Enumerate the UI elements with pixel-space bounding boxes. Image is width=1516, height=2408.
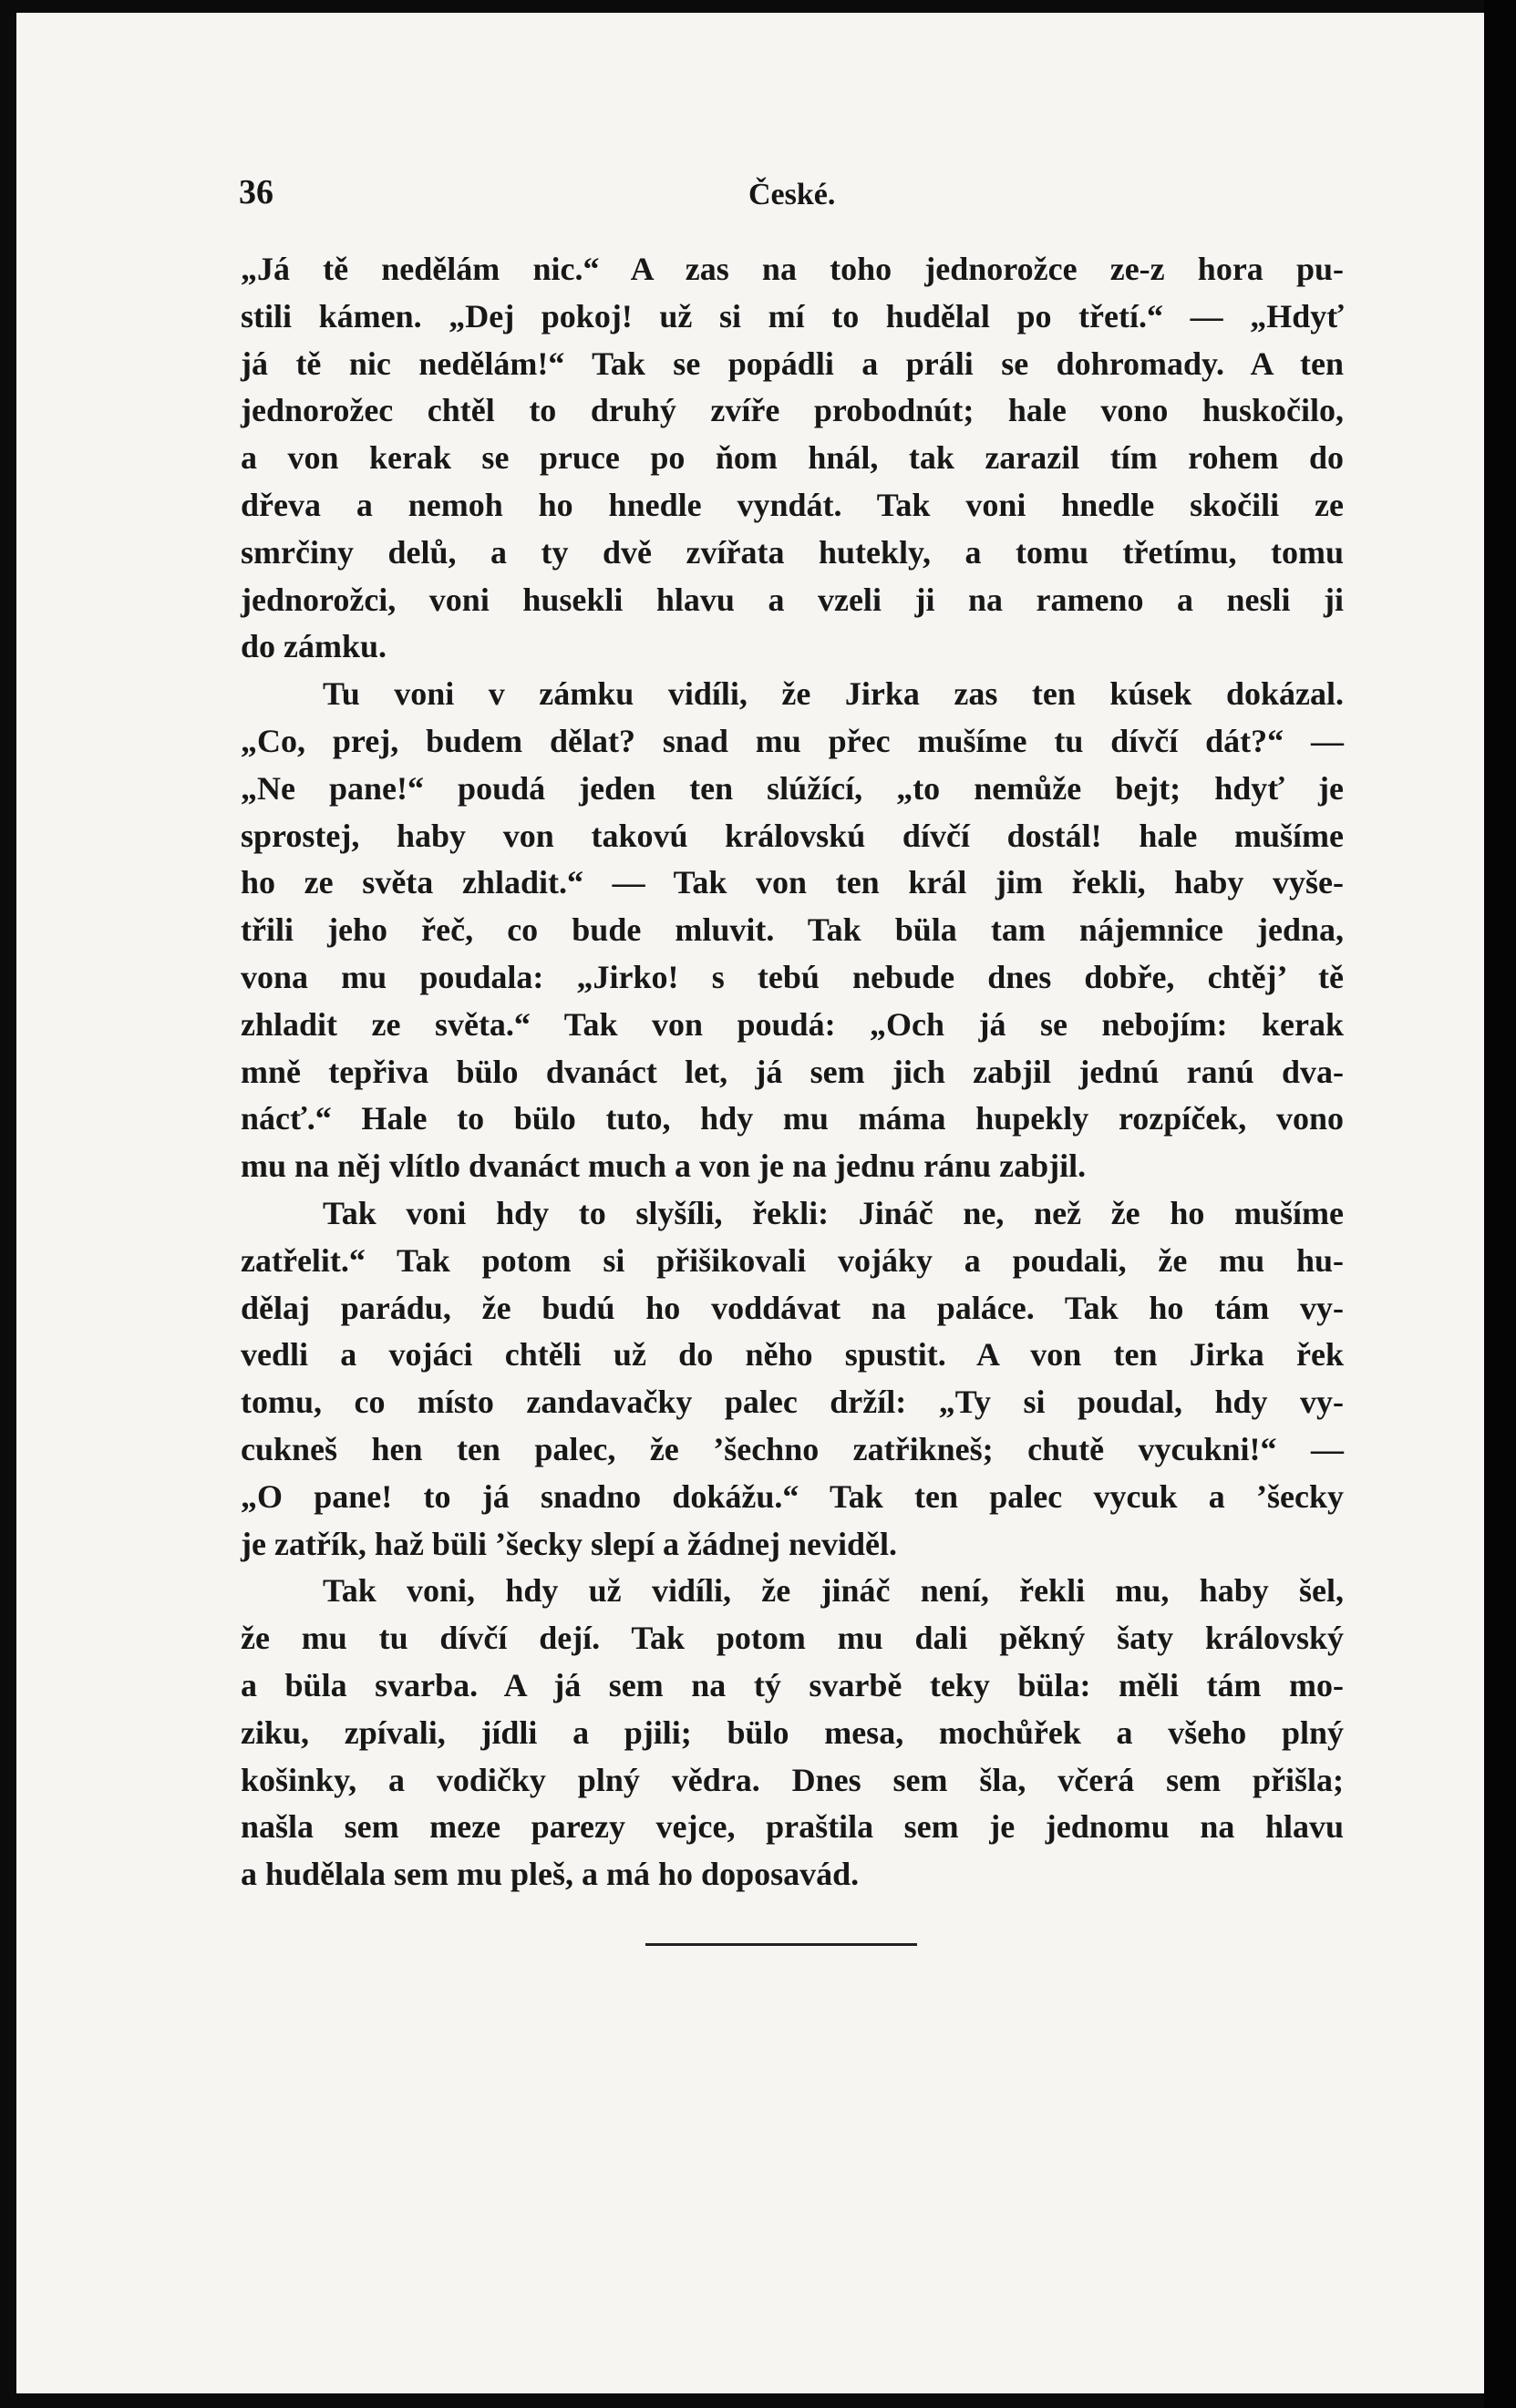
text-line: mu na něj vlítlo dvanáct much a von je na jednu ránu zabjil. [241, 1147, 1087, 1185]
running-head: České. [748, 178, 836, 211]
text-line: košinky, a vodičky plný vědra. Dnes sem šla, včerá sem přišla; [241, 1761, 1344, 1798]
text-line: zatřelit.“ Tak potom si přišikovali vojáky a poudali, že mu hu- [241, 1241, 1344, 1279]
text-line: a büla svarba. A já sem na tý svarbě teky büla: měli tám mo- [241, 1666, 1344, 1703]
text-line: Tu voni v zámku vidíli, že Jirka zas ten kúsek dokázal. [323, 675, 1344, 713]
text-line: vedli a vojáci chtěli už do něho spustit. A von ten Jirka řek [241, 1336, 1344, 1374]
text-line: dřeva a nemoh ho hnedle vyndát. Tak voni hnedle skočili ze [241, 486, 1344, 523]
text-line: sprostej, haby von takovú královskú dívčí dostál! hale mušíme [241, 817, 1344, 854]
text-line: ho ze světa zhladit.“ — Tak von ten král jim řekli, haby vyše- [241, 864, 1344, 901]
scan-edge [1484, 0, 1516, 2408]
text-line: jednorožec chtěl to druhý zvíře probodnút; hale vono huskočilo, [241, 392, 1344, 429]
paragraph [241, 1190, 1344, 1568]
text-line: jednorožci, voni husekli hlavu a vzeli ji na rameno a nesli ji [241, 581, 1344, 618]
page-number: 36 [239, 173, 273, 211]
text-line: Tak voni hdy to slyšíli, řekli: Jináč ne, než že ho mušíme [323, 1194, 1344, 1231]
text-line: „O pane! to já snadno dokážu.“ Tak ten palec vycuk a ’šecky [241, 1477, 1344, 1515]
text-line: nácť.“ Hale to bülo tuto, hdy mu máma hupekly rozpíček, vono [241, 1100, 1344, 1137]
paragraph [241, 671, 1344, 1190]
text-line: a hudělala sem mu pleš, a má ho doposavád. [241, 1856, 860, 1893]
text-line: cukneš hen ten palec, že ’šechno zatřikneš; chutě vycukni!“ — [241, 1430, 1344, 1467]
text-line: Tak voni, hdy už vidíli, že jináč není, řekli mu, haby šel, [323, 1572, 1344, 1610]
closing-rule [645, 1943, 917, 1946]
text-line: ziku, zpívali, jídli a pjili; bülo mesa, mochůřek a všeho plný [241, 1713, 1344, 1751]
text-line: stili kámen. „Dej pokoj! už si mí to hudělal po třetí.“ — „Hdyť [241, 297, 1344, 334]
paragraph [241, 1568, 1344, 1899]
paragraph [241, 246, 1344, 671]
text-line: že mu tu dívčí dejí. Tak potom mu dali pěkný šaty královský [241, 1620, 1344, 1657]
text-line: třili jeho řeč, co bude mluvit. Tak büla tam nájemnice jedna, [241, 911, 1344, 949]
book-page [16, 13, 1484, 2393]
text-line: „Co, prej, budem dělat? snad mu přec mušíme tu dívčí dát?“ — [241, 722, 1344, 759]
text-line: do zámku. [241, 628, 387, 665]
text-line: a von kerak se pruce po ňom hnál, tak zarazil tím rohem do [241, 439, 1344, 477]
text-line: dělaj parádu, že budú ho voddávat na paláce. Tak ho tám vy- [241, 1289, 1344, 1326]
text-line: mně tepřiva bülo dvanáct let, já sem jich zabjil jednú ranú dva- [241, 1053, 1344, 1090]
text-line: je zatřík, haž büli ’šecky slepí a žádnej neviděl. [241, 1525, 897, 1562]
text-line: tomu, co místo zandavačky palec držíl: „Ty si poudal, hdy vy- [241, 1384, 1344, 1421]
text-line: vona mu poudala: „Jirko! s tebú nebude dnes dobře, chtěj’ tě [241, 958, 1344, 995]
page-header [224, 172, 1355, 227]
text-line: smrčiny delů, a ty dvě zvířata hutekly, a tomu třetímu, tomu [241, 533, 1344, 571]
text-line: našla sem meze parezy vejce, praštila sem je jednomu na hlavu [241, 1808, 1344, 1846]
body-text [241, 246, 1344, 1899]
text-line: „Ne pane!“ poudá jeden ten slúžící, „to nemůže bejt; hdyť je [241, 769, 1344, 807]
text-line: „Já tě nedělám nic.“ A zas na toho jednorožce ze-z hora pu- [241, 251, 1344, 287]
text-line: já tě nic nedělám!“ Tak se popádli a práli se dohromady. A ten [241, 345, 1344, 382]
text-line: zhladit ze světa.“ Tak von poudá: „Och já se nebojím: kerak [241, 1005, 1344, 1043]
